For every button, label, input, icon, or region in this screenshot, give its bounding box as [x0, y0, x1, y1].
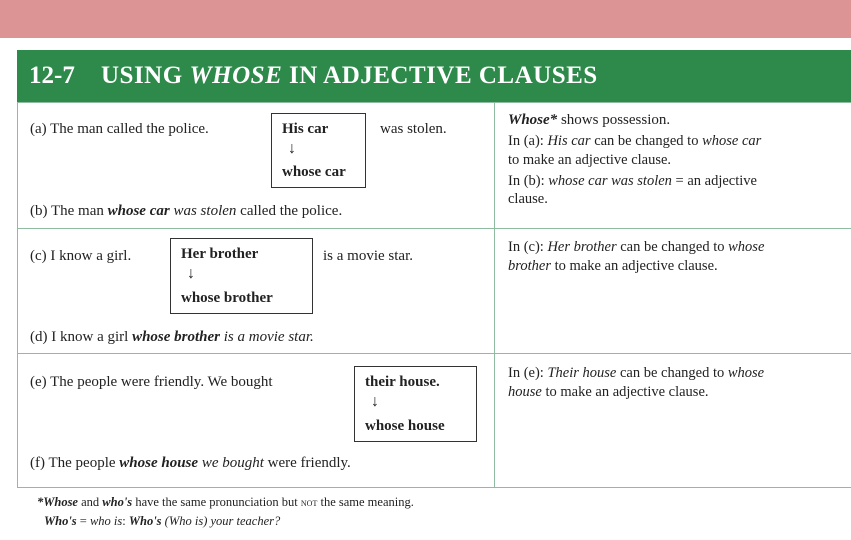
example-c-end: is a movie star.: [323, 248, 413, 264]
explanation-ab-line3: to make an adjective clause.: [508, 152, 672, 168]
down-arrow-icon: ↓: [187, 265, 195, 282]
footnote-line1: *Whose and who's have the same pronunciation but not the same meaning.: [37, 495, 414, 509]
footnote-line2: Who's = who is: Who's (Who is) your teacher?: [44, 514, 281, 528]
example-e-text: (e) The people were friendly. We bought: [30, 374, 273, 390]
explanation-ef-line2: house to make an adjective clause.: [508, 384, 709, 400]
example-a-text: (a) The man called the police.: [30, 121, 209, 137]
example-b-sentence: (b) The man whose car was stolen called the police.: [30, 203, 343, 219]
down-arrow-icon: ↓: [288, 140, 296, 157]
divider: [17, 102, 18, 487]
section-title: USING WHOSE IN ADJECTIVE CLAUSES: [101, 62, 598, 89]
example-c-text: (c) I know a girl.: [30, 248, 132, 264]
example-a-end: was stolen.: [380, 121, 447, 137]
divider: [17, 487, 851, 488]
example-c-box-original: Her brother: [181, 246, 259, 262]
explanation-ab-line1: Whose* shows possession.: [508, 112, 671, 128]
explanation-cd-line1: In (c): Her brother can be changed to whose: [508, 239, 765, 255]
explanation-ef-line1: In (e): Their house can be changed to whose: [508, 365, 765, 381]
explanation-ab-line4: In (b): whose car was stolen = an adjective: [508, 173, 757, 189]
section-number: 12-7: [29, 62, 75, 89]
top-bar: [0, 0, 851, 38]
explanation-ab-line2: In (a): His car can be changed to whose car: [508, 133, 762, 149]
explanation-cd-line2: brother to make an adjective clause.: [508, 258, 718, 274]
divider: [17, 228, 851, 229]
divider: [17, 353, 851, 354]
example-f-sentence: (f) The people whose house we bought were friendly.: [30, 455, 351, 471]
divider: [17, 102, 851, 103]
example-a-box-replacement: whose car: [282, 164, 346, 180]
example-a-box: [271, 113, 366, 188]
example-e-box-original: their house.: [365, 374, 440, 390]
example-c-box: [170, 238, 313, 314]
example-d-sentence: (d) I know a girl whose brother is a movie star.: [30, 329, 314, 345]
explanation-ab-line5: clause.: [508, 191, 548, 207]
example-c-box-replacement: whose brother: [181, 290, 273, 306]
down-arrow-icon: ↓: [371, 393, 379, 410]
example-a-box-original: His car: [282, 121, 329, 137]
example-e-box-replacement: whose house: [365, 418, 445, 434]
divider: [494, 102, 495, 487]
section-header: [17, 50, 851, 102]
example-e-box: [354, 366, 477, 442]
